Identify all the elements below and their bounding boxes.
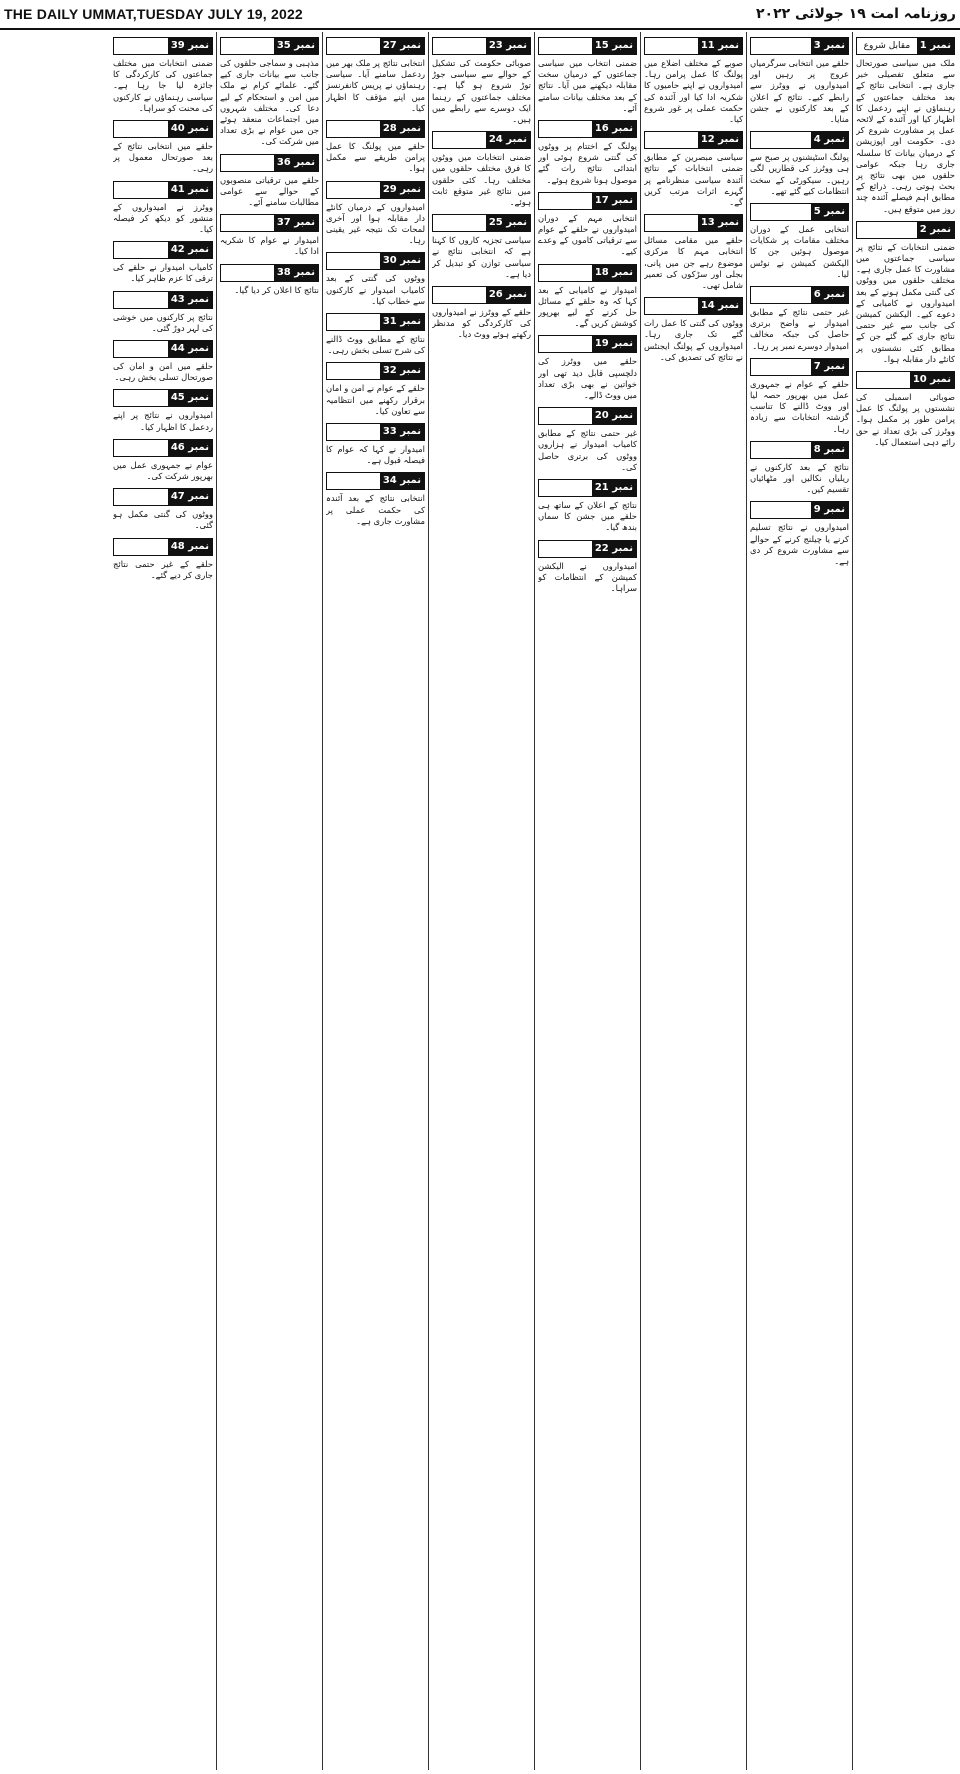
- constituency-name: [221, 215, 274, 231]
- constituency-item: [750, 131, 849, 197]
- constituency-item: [113, 389, 213, 432]
- constituency-header: [856, 37, 955, 55]
- constituency-header: [644, 297, 743, 315]
- constituency-name: [539, 541, 592, 557]
- constituency-number: نمبر 16: [592, 121, 636, 137]
- constituency-header: [113, 488, 213, 506]
- constituency-header: [220, 37, 319, 55]
- constituency-number: نمبر 30: [380, 253, 424, 269]
- constituency-number: نمبر 36: [274, 155, 318, 171]
- article-text: مذہبی و سماجی حلقوں کی جانب سے بیانات جاری کیے گئے۔ علمائے کرام نے ملک میں امن و استحکام کے لیے دعا کی۔ مختلف شہروں میں اجتماعات منعقد ہوئے جن میں عوام نے بڑی تعداد میں شرکت کی۔: [220, 58, 319, 147]
- constituency-item: [750, 358, 849, 435]
- column: [746, 32, 852, 1770]
- article-text: امیدواروں نے نتائج پر اپنے ردعمل کا اظہار کیا۔: [113, 410, 213, 432]
- constituency-item: [326, 313, 425, 356]
- constituency-name: [114, 489, 168, 505]
- constituency-header: [113, 241, 213, 259]
- constituency-header: [113, 291, 213, 309]
- constituency-item: [432, 286, 531, 341]
- column: [534, 32, 640, 1770]
- constituency-header: [113, 37, 213, 55]
- constituency-item: [113, 340, 213, 383]
- constituency-item: [220, 264, 319, 296]
- constituency-item: [750, 37, 849, 125]
- article-text: امیدوار نے کہا کہ عوام کا فیصلہ قبول ہے۔: [326, 444, 425, 466]
- article-text: حلقے میں انتخابی سرگرمیاں عروج پر رہیں اور امیدواروں نے ووٹرز سے رابطے کیے۔ نتائج کے اعلان کے بعد کارکنوں نے جشن منایا۔: [750, 58, 849, 125]
- constituency-name: [645, 215, 698, 231]
- constituency-name: [857, 222, 917, 238]
- constituency-item: [432, 214, 531, 280]
- constituency-name: [114, 292, 168, 308]
- article-text: امیدوار نے کامیابی کے بعد کہا کہ وہ حلقے کے مسائل حل کرنے کے لیے بھرپور کوشش کریں گے۔: [538, 284, 637, 329]
- article-text: حلقے میں پولنگ کا عمل پرامن طریقے سے مکمل ہوا۔: [326, 141, 425, 174]
- constituency-header: [326, 362, 425, 380]
- constituency-name: [114, 341, 168, 357]
- article-text: امیدوار نے عوام کا شکریہ ادا کیا۔: [220, 235, 319, 257]
- constituency-name: [327, 182, 380, 198]
- article-text: صوبائی حکومت کی تشکیل کے حوالے سے سیاسی جوڑ توڑ شروع ہو گیا ہے۔ مختلف جماعتوں کے رہنما ایک دوسرے سے رابطے میں ہیں۔: [432, 58, 531, 125]
- article-text: حلقے کے ووٹرز نے امیدواروں کی کارکردگی کو مدنظر رکھتے ہوئے ووٹ دیا۔: [432, 307, 531, 340]
- constituency-number: نمبر 25: [486, 215, 530, 231]
- constituency-number: نمبر 31: [380, 314, 424, 330]
- constituency-name: [539, 193, 592, 209]
- constituency-name: [645, 38, 698, 54]
- constituency-name: [857, 372, 910, 388]
- constituency-header: [750, 286, 849, 304]
- constituency-item: [538, 120, 637, 186]
- constituency-item: [644, 214, 743, 291]
- constituency-item: [538, 37, 637, 114]
- constituency-item: [326, 423, 425, 466]
- article-text: غیر حتمی نتائج کے مطابق امیدوار نے واضح برتری حاصل کی جبکہ مخالف امیدوار دوسرے نمبر پر رہا۔: [750, 307, 849, 351]
- constituency-name: [751, 38, 811, 54]
- constituency-name: [114, 539, 168, 555]
- article-text: ضمنی انتخاب میں سیاسی جماعتوں کے درمیان سخت مقابلہ دیکھنے میں آیا۔ نتائج کے بعد مختلف بیانات سامنے آئے۔: [538, 58, 637, 113]
- constituency-number: نمبر 19: [592, 336, 636, 352]
- constituency-header: [856, 221, 955, 239]
- article-text: نتائج پر کارکنوں میں خوشی کی لہر دوڑ گئی۔: [113, 311, 213, 333]
- article-text: نتائج کے اعلان کے ساتھ ہی حلقے میں جشن کا سماں بندھ گیا۔: [538, 500, 637, 533]
- constituency-header: [750, 358, 849, 376]
- constituency-item: [326, 37, 425, 114]
- constituency-header: [538, 407, 637, 425]
- constituency-name: [327, 121, 380, 137]
- constituency-number: نمبر 32: [380, 363, 424, 379]
- article-text: ضمنی انتخابات میں مختلف جماعتوں کی کارکردگی کا جائزہ لیا جا رہا ہے۔ سیاسی رہنماؤں نے کارکنوں کی محنت کو سراہا۔: [113, 58, 213, 113]
- constituency-header: [326, 313, 425, 331]
- constituency-name: [751, 359, 811, 375]
- constituency-header: [750, 501, 849, 519]
- constituency-number: نمبر 39: [168, 38, 212, 54]
- constituency-number: نمبر 3: [811, 38, 848, 54]
- constituency-item: [326, 252, 425, 307]
- article-text: حلقے کے عوام نے امن و امان برقرار رکھنے میں انتظامیہ سے تعاون کیا۔: [326, 383, 425, 416]
- constituency-header: [113, 439, 213, 457]
- column: [110, 32, 216, 1770]
- constituency-name: [327, 424, 380, 440]
- constituency-item: [856, 37, 955, 215]
- constituency-number: نمبر 2: [917, 222, 954, 238]
- constituency-number: نمبر 7: [811, 359, 848, 375]
- article-text: پولنگ کے اختتام پر ووٹوں کی گنتی شروع ہوئی اور ابتدائی نتائج رات گئے موصول ہونا شروع ہوئے۔: [538, 141, 637, 185]
- article-text: امیدواروں نے نتائج تسلیم کرنے یا چیلنج کرنے کے حوالے سے مشاورت شروع کر دی ہے۔: [750, 522, 849, 567]
- constituency-name: [539, 121, 592, 137]
- constituency-name: [751, 287, 811, 303]
- column: [322, 32, 428, 1770]
- constituency-item: [856, 221, 955, 365]
- constituency-item: [538, 407, 637, 473]
- article-text: سیاسی مبصرین کے مطابق ضمنی انتخابات کے نتائج آئندہ سیاسی منظرنامے پر گہرے اثرات مرتب کریں گے۔: [644, 152, 743, 208]
- constituency-name: [539, 336, 592, 352]
- constituency-name: [539, 38, 592, 54]
- constituency-item: [750, 441, 849, 496]
- constituency-header: [432, 131, 531, 149]
- constituency-item: [644, 37, 743, 125]
- article-text: امیدواروں نے الیکشن کمیشن کے انتظامات کو سراہا۔: [538, 560, 637, 594]
- english-masthead: THE DAILY UMMAT,TUESDAY JULY 19, 2022: [4, 6, 303, 22]
- constituency-name: [645, 298, 698, 314]
- constituency-name: [751, 132, 811, 148]
- constituency-number: نمبر 11: [698, 38, 742, 54]
- constituency-number: نمبر 8: [811, 442, 848, 458]
- constituency-item: [750, 501, 849, 567]
- column: [852, 32, 958, 1770]
- constituency-number: نمبر 33: [380, 424, 424, 440]
- constituency-item: [220, 214, 319, 257]
- constituency-number: نمبر 10: [910, 372, 954, 388]
- constituency-name: [645, 132, 698, 148]
- constituency-number: نمبر 27: [380, 38, 424, 54]
- constituency-header: [113, 389, 213, 407]
- constituency-number: نمبر 22: [592, 541, 636, 557]
- constituency-header: [326, 252, 425, 270]
- constituency-number: نمبر 26: [486, 287, 530, 303]
- constituency-item: [113, 181, 213, 236]
- constituency-item: [113, 291, 213, 334]
- constituency-header: [538, 192, 637, 210]
- constituency-number: نمبر 24: [486, 132, 530, 148]
- constituency-name: [751, 502, 811, 518]
- constituency-header: [750, 441, 849, 459]
- article-text: ووٹوں کی گنتی کا عمل رات گئے تک جاری رہا۔ امیدواروں کے پولنگ ایجنٹس نے نتائج کی تصدیق کی۔: [644, 318, 743, 362]
- article-text: کامیاب امیدوار نے حلقے کی ترقی کا عزم ظاہر کیا۔: [113, 262, 213, 284]
- constituency-number: نمبر 29: [380, 182, 424, 198]
- constituency-number: نمبر 15: [592, 38, 636, 54]
- article-text: ووٹرز نے امیدواروں کے منشور کو دیکھ کر فیصلہ کیا۔: [113, 201, 213, 235]
- results-columns: [2, 32, 958, 1770]
- article-text: نتائج کے بعد کارکنوں نے ریلیاں نکالیں اور مٹھائیاں تقسیم کیں۔: [750, 461, 849, 495]
- constituency-number: نمبر 23: [486, 38, 530, 54]
- constituency-header: [432, 286, 531, 304]
- article-text: پولنگ اسٹیشنوں پر صبح سے ہی ووٹرز کی قطاریں لگی رہیں۔ سیکورٹی کے سخت انتظامات کیے گئے تھے۔: [750, 152, 849, 196]
- constituency-item: [113, 241, 213, 284]
- constituency-header: [750, 37, 849, 55]
- constituency-name: [327, 253, 380, 269]
- article-text: انتخابی مہم کے دوران امیدواروں نے حلقے کے عوام سے ترقیاتی کاموں کے وعدے کیے۔: [538, 212, 637, 257]
- constituency-name: [539, 480, 592, 496]
- article-text: حلقے میں مقامی مسائل انتخابی مہم کا مرکزی موضوع رہے جن میں پانی، بجلی اور سڑکوں کی تعمیر شامل تھی۔: [644, 235, 743, 291]
- constituency-number: نمبر 41: [168, 182, 212, 198]
- constituency-number: نمبر 43: [168, 292, 212, 308]
- constituency-header: [113, 181, 213, 199]
- article-text: حلقے میں انتخابی نتائج کے بعد صورتحال معمول پر رہی۔: [113, 141, 213, 174]
- constituency-name: [327, 473, 380, 489]
- constituency-header: [113, 340, 213, 358]
- constituency-item: [538, 264, 637, 330]
- constituency-number: نمبر 34: [380, 473, 424, 489]
- constituency-item: [856, 371, 955, 448]
- urdu-masthead: روزنامہ امت ۱۹ جولائی ۲۰۲۲: [756, 6, 956, 22]
- article-text: ضمنی انتخابات میں ووٹوں کا فرق مختلف حلقوں میں مختلف رہا۔ کئی حلقوں میں نتائج غیر متوقع ثابت ہوئے۔: [432, 152, 531, 208]
- constituency-item: [220, 154, 319, 209]
- constituency-header: [326, 181, 425, 199]
- constituency-name: [327, 314, 380, 330]
- constituency-item: [538, 540, 637, 595]
- constituency-item: [538, 335, 637, 401]
- constituency-item: [432, 37, 531, 125]
- constituency-header: [644, 37, 743, 55]
- article-text: سیاسی تجزیہ کاروں کا کہنا ہے کہ انتخابی نتائج نے سیاسی توازن کو تبدیل کر دیا ہے۔: [432, 235, 531, 279]
- constituency-name: [433, 287, 486, 303]
- constituency-item: [326, 120, 425, 175]
- column: [216, 32, 322, 1770]
- constituency-header: [538, 479, 637, 497]
- constituency-item: [113, 439, 213, 482]
- article-text: حلقے میں ترقیاتی منصوبوں کے حوالے سے عوامی مطالبات سامنے آئے۔: [220, 174, 319, 208]
- constituency-header: [856, 371, 955, 389]
- article-text: صوبے کے مختلف اضلاع میں پولنگ کا عمل پرامن رہا۔ امیدواروں نے اپنے حامیوں کا شکریہ ادا کیا اور آئندہ کی حکمت عملی پر غور شروع کیا۔: [644, 58, 743, 125]
- constituency-number: نمبر 37: [274, 215, 318, 231]
- constituency-name: [114, 182, 168, 198]
- constituency-item: [644, 297, 743, 363]
- constituency-header: [538, 540, 637, 558]
- constituency-name: [433, 38, 486, 54]
- constituency-number: نمبر 28: [380, 121, 424, 137]
- constituency-number: نمبر 9: [811, 502, 848, 518]
- constituency-number: نمبر 42: [168, 242, 212, 258]
- constituency-number: نمبر 18: [592, 265, 636, 281]
- article-text: حلقے کے غیر حتمی نتائج جاری کر دیے گئے۔: [113, 558, 213, 580]
- constituency-number: نمبر 47: [168, 489, 212, 505]
- article-text: انتخابی نتائج پر ملک بھر میں ردعمل سامنے آیا۔ سیاسی رہنماؤں نے پریس کانفرنسز میں اپنے مؤقف کا اظہار کیا۔: [326, 58, 425, 113]
- article-text: حلقے میں امن و امان کی صورتحال تسلی بخش رہی۔: [113, 361, 213, 383]
- constituency-name: [433, 215, 486, 231]
- constituency-name: [327, 363, 380, 379]
- article-text: غیر حتمی نتائج کے مطابق کامیاب امیدوار نے ہزاروں ووٹوں کی برتری حاصل کی۔: [538, 428, 637, 472]
- constituency-item: [113, 488, 213, 531]
- article-text: نتائج کے مطابق ووٹ ڈالنے کی شرح تسلی بخش رہی۔: [326, 334, 425, 356]
- constituency-header: [644, 131, 743, 149]
- constituency-name: [539, 265, 592, 281]
- constituency-name: [751, 442, 811, 458]
- constituency-number: نمبر 14: [698, 298, 742, 314]
- article-text: حلقے میں ووٹرز کی دلچسپی قابل دید تھی اور خواتین نے بھی بڑی تعداد میں ووٹ ڈالے۔: [538, 356, 637, 401]
- constituency-header: [538, 264, 637, 282]
- constituency-header: [326, 423, 425, 441]
- article-text: انتخابی نتائج کے بعد آئندہ کی حکمت عملی پر مشاورت جاری ہے۔: [326, 493, 425, 526]
- constituency-item: [644, 131, 743, 208]
- constituency-number: نمبر 6: [811, 287, 848, 303]
- constituency-number: نمبر 21: [592, 480, 636, 496]
- constituency-header: [432, 37, 531, 55]
- constituency-number: نمبر 13: [698, 215, 742, 231]
- constituency-name: [221, 265, 274, 281]
- constituency-item: [220, 37, 319, 148]
- constituency-item: [113, 538, 213, 581]
- constituency-number: نمبر 45: [168, 390, 212, 406]
- constituency-number: نمبر 12: [698, 132, 742, 148]
- constituency-item: [538, 479, 637, 534]
- constituency-number: نمبر 17: [592, 193, 636, 209]
- constituency-header: [326, 37, 425, 55]
- constituency-header: [750, 131, 849, 149]
- article-text: ووٹوں کی گنتی کے بعد کامیاب امیدوار نے کارکنوں سے خطاب کیا۔: [326, 273, 425, 306]
- constituency-name: [114, 390, 168, 406]
- constituency-item: [113, 37, 213, 114]
- article-text: ضمنی انتخابات کے نتائج پر سیاسی جماعتوں میں مشاورت کا عمل جاری ہے۔ مختلف حلقوں میں ووٹوں کی گنتی مکمل ہونے کے بعد امیدواروں نے کامیابی کے دعوے کیے۔ الیکشن کمیشن کی جانب سے غیر حتمی نتائج جاری کیے گئے جن کے مطابق کئی نشستوں پر کانٹے دار مقابلہ ہوا۔: [856, 241, 955, 364]
- constituency-header: [220, 154, 319, 172]
- column: [640, 32, 746, 1770]
- constituency-name: مقابل شروع: [863, 41, 911, 51]
- constituency-item: [326, 362, 425, 417]
- constituency-name: [433, 132, 486, 148]
- article-text: ملک میں سیاسی صورتحال سے متعلق تفصیلی خبر جاری ہے۔ انتخابی نتائج کے بعد مختلف جماعتوں کے رہنماؤں نے اپنے ردعمل کا اظہار کیا اور آئندہ کے لائحہ عمل پر مشاورت شروع کر دی۔ حکومت اور اپوزیشن کے درمیان بیانات کا سلسلہ جاری رہا جبکہ عوامی حلقوں میں بھی نتائج پر بحث ہوتی رہی۔ ذرائع کے مطابق اہم فیصلے آئندہ چند روز میں متوقع ہیں۔: [856, 58, 955, 214]
- article-text: عوام نے جمہوری عمل میں بھرپور شرکت کی۔: [113, 459, 213, 482]
- constituency-name: [221, 38, 274, 54]
- masthead: [0, 0, 960, 30]
- constituency-name: [221, 155, 274, 171]
- constituency-header: [326, 472, 425, 490]
- constituency-header: [326, 120, 425, 138]
- constituency-item: [326, 472, 425, 527]
- constituency-item: [113, 120, 213, 175]
- constituency-number: نمبر 35: [274, 38, 318, 54]
- constituency-number: نمبر 5: [811, 204, 848, 220]
- constituency-number: نمبر 40: [168, 121, 212, 137]
- constituency-item: [326, 181, 425, 247]
- constituency-number: نمبر 44: [168, 341, 212, 357]
- constituency-number: نمبر 38: [274, 265, 318, 281]
- constituency-name: [539, 408, 592, 424]
- constituency-name: [114, 121, 168, 137]
- constituency-header: [538, 120, 637, 138]
- article-text: حلقے کے عوام نے جمہوری عمل میں بھرپور حصہ لیا اور ووٹ ڈالنے کا تناسب گزشتہ انتخابات سے زیادہ رہا۔: [750, 378, 849, 434]
- constituency-header: [538, 335, 637, 353]
- article-text: انتخابی عمل کے دوران مختلف مقامات پر شکایات موصول ہوئیں جن کا الیکشن کمیشن نے نوٹس لیا۔: [750, 224, 849, 279]
- constituency-name: [114, 440, 168, 456]
- constituency-name: [114, 242, 168, 258]
- constituency-header: [113, 538, 213, 556]
- constituency-number: نمبر 46: [168, 440, 212, 456]
- constituency-item: [750, 203, 849, 280]
- constituency-header: [220, 214, 319, 232]
- column: [428, 32, 534, 1770]
- constituency-number: نمبر 4: [811, 132, 848, 148]
- constituency-number: نمبر 20: [592, 408, 636, 424]
- constituency-item: [750, 286, 849, 352]
- constituency-number: نمبر 1: [917, 38, 954, 54]
- article-text: امیدواروں کے درمیان کانٹے دار مقابلہ ہوا اور آخری لمحات تک نتیجہ غیر یقینی رہا۔: [326, 201, 425, 246]
- article-text: ووٹوں کی گنتی مکمل ہو گئی۔: [113, 509, 213, 531]
- constituency-item: [538, 192, 637, 258]
- constituency-header: [432, 214, 531, 232]
- constituency-header: [538, 37, 637, 55]
- article-text: نتائج کا اعلان کر دیا گیا۔: [234, 284, 319, 295]
- constituency-name: [327, 38, 380, 54]
- constituency-header: [644, 214, 743, 232]
- constituency-name: [751, 204, 811, 220]
- constituency-header: [220, 264, 319, 282]
- constituency-header: [113, 120, 213, 138]
- constituency-number: نمبر 48: [168, 539, 212, 555]
- constituency-header: [750, 203, 849, 221]
- constituency-item: [432, 131, 531, 208]
- constituency-name: [114, 38, 168, 54]
- article-text: صوبائی اسمبلی کی نشستوں پر پولنگ کا عمل پرامن طور پر مکمل ہوا۔ ووٹرز کی بڑی تعداد نے حق رائے دہی استعمال کیا۔: [856, 392, 955, 447]
